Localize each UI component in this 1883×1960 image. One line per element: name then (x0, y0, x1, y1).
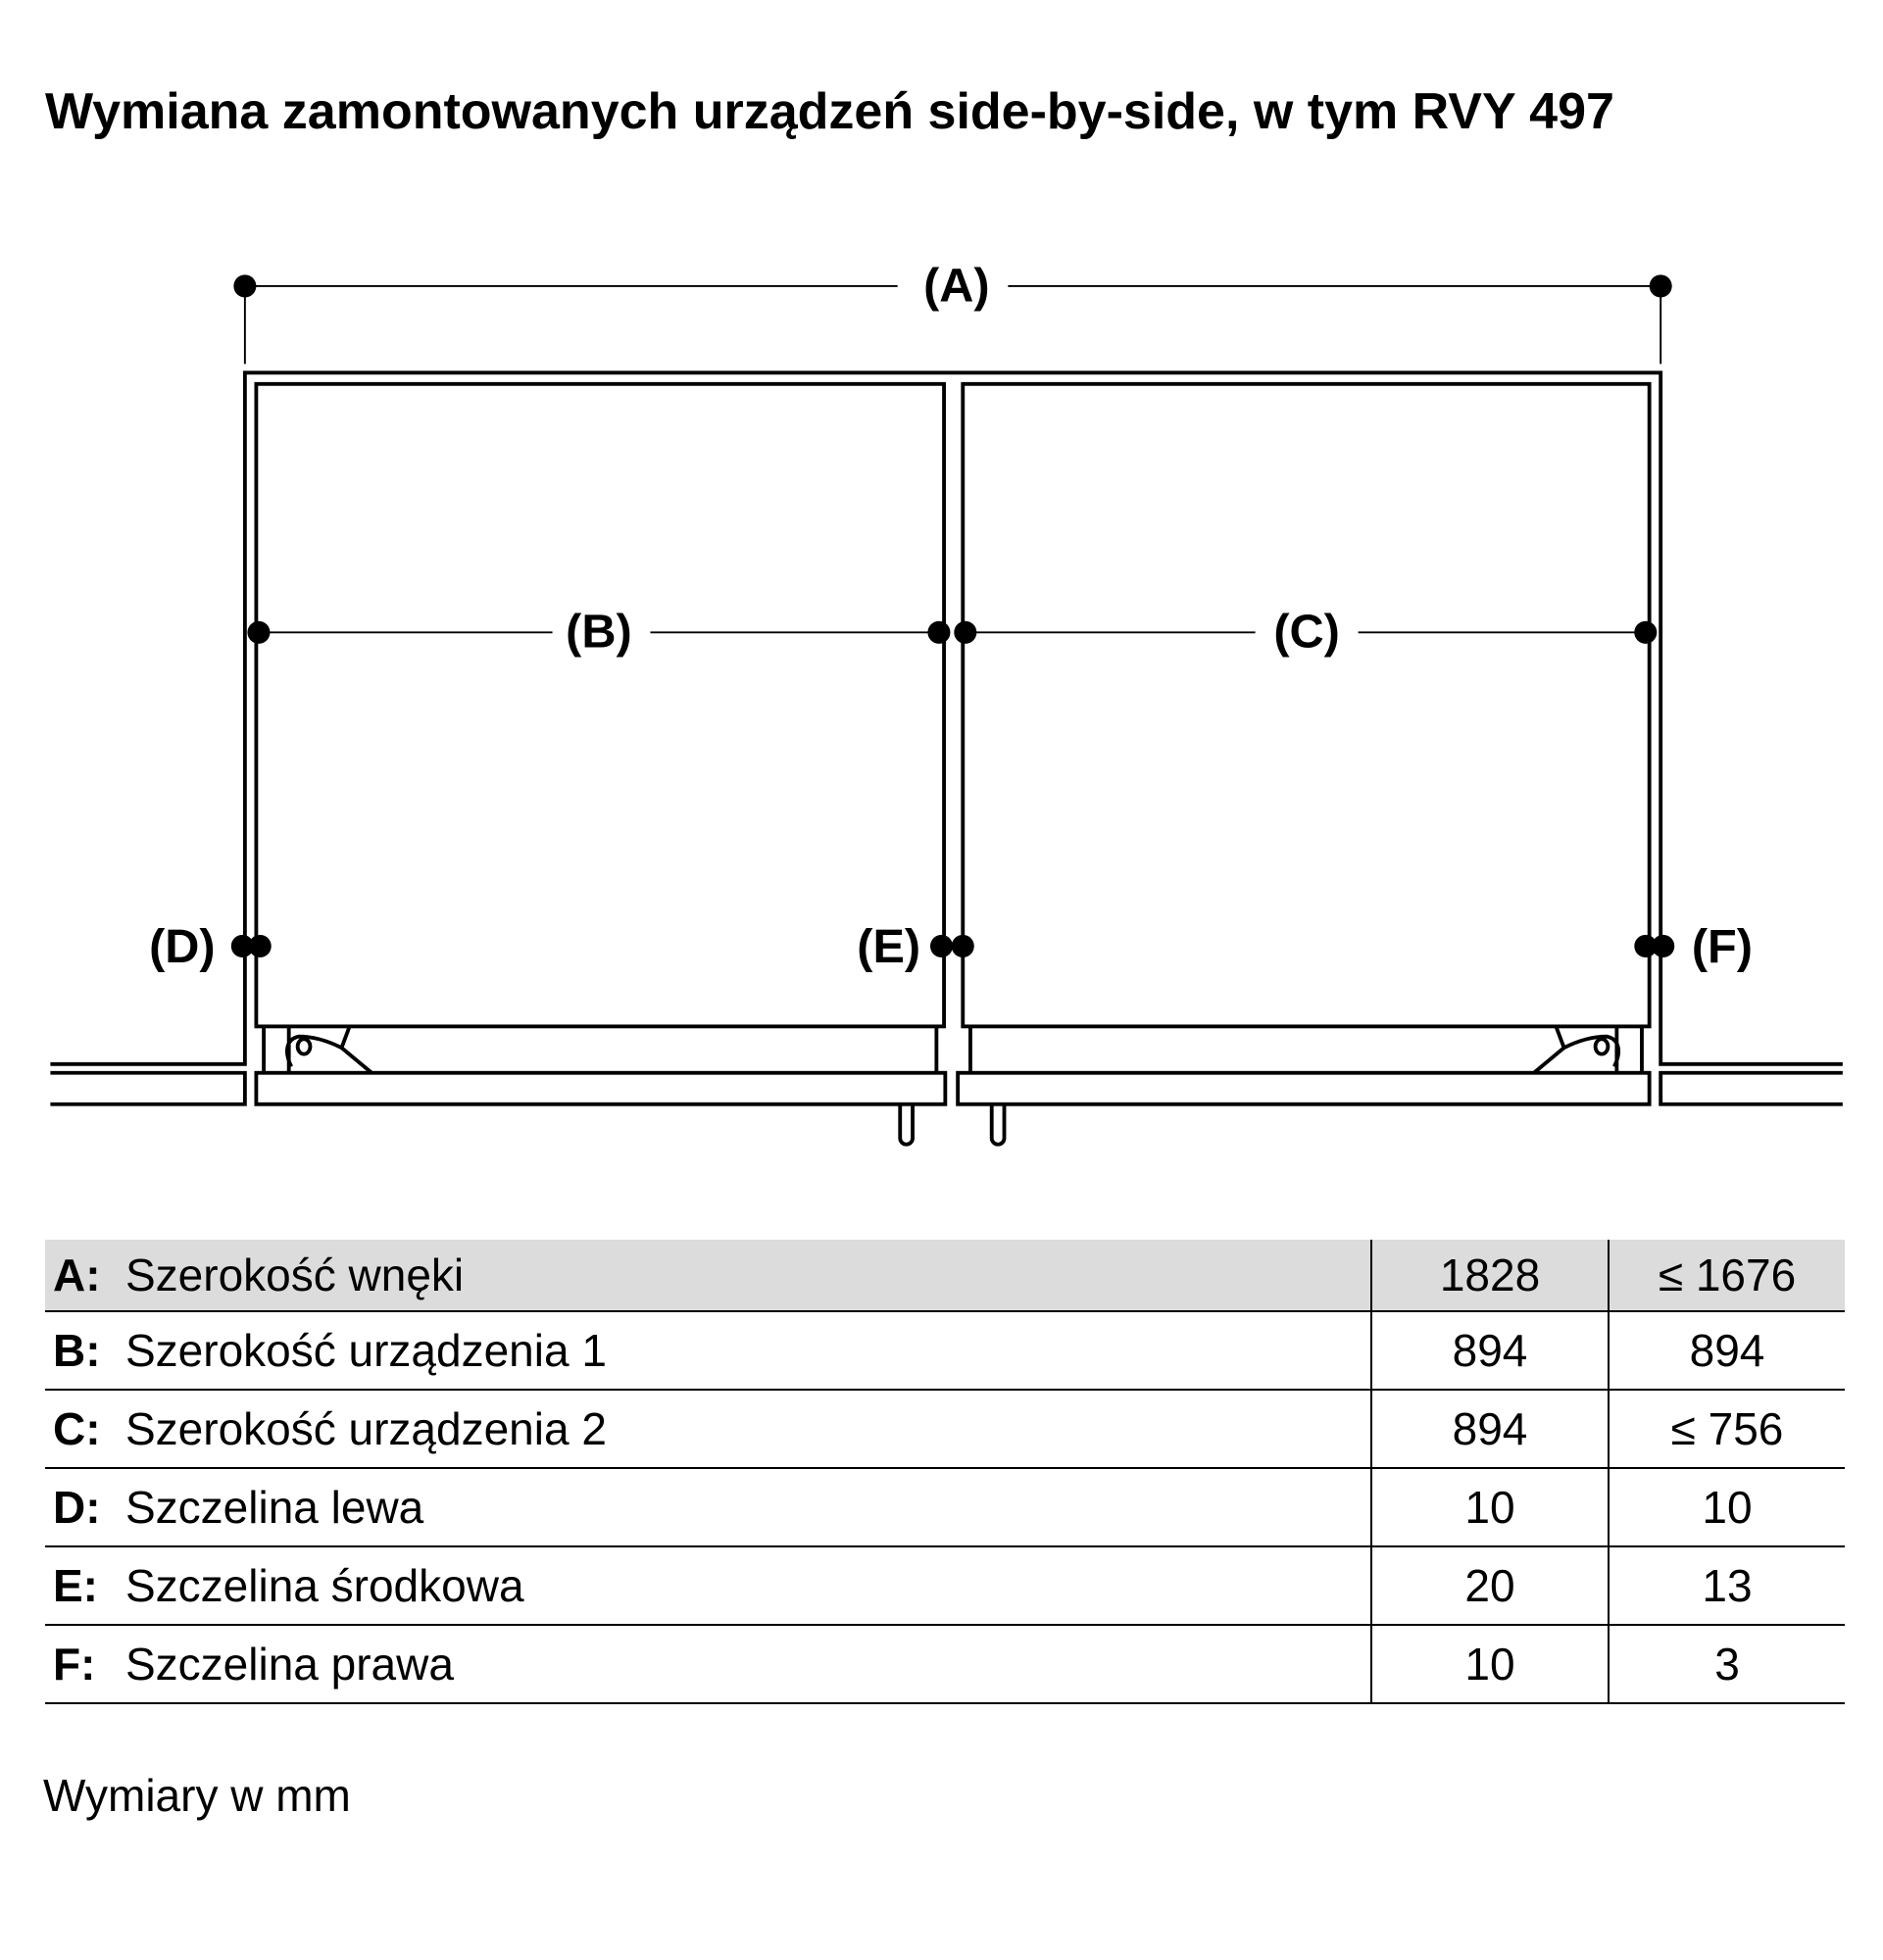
label-d: (D) (149, 920, 216, 974)
dimension-point (247, 621, 270, 644)
dimension-point (952, 935, 974, 957)
row-key: A: (45, 1240, 125, 1311)
label-f: (F) (1691, 920, 1753, 974)
row-key: E: (45, 1546, 125, 1625)
table-row (45, 1311, 1845, 1390)
row-key: F: (45, 1625, 125, 1703)
value-1: 10 (1371, 1468, 1609, 1546)
table-row (45, 1468, 1845, 1546)
dimension-point (954, 621, 976, 644)
label-c: (C) (1273, 605, 1340, 659)
table-row (45, 1390, 1845, 1468)
row-label: Szerokość wnęki (125, 1240, 1371, 1311)
value-1: 1828 (1371, 1240, 1609, 1311)
row-key: D: (45, 1468, 125, 1546)
row-key: B: (45, 1311, 125, 1390)
row-label: Szczelina prawa (125, 1625, 1371, 1703)
value-1: 894 (1371, 1390, 1609, 1468)
appliance-2 (958, 384, 1650, 1145)
dimension-point (1652, 935, 1674, 957)
value-1: 10 (1371, 1625, 1609, 1703)
value-1: 20 (1371, 1546, 1609, 1625)
pin (900, 1104, 913, 1145)
value-2: 13 (1609, 1546, 1845, 1625)
pin (992, 1104, 1005, 1145)
value-2: 10 (1609, 1468, 1845, 1546)
value-2: ≤ 1676 (1609, 1240, 1845, 1311)
table-row (45, 1625, 1845, 1703)
label-e: (E) (857, 920, 921, 974)
table-row (45, 1546, 1845, 1625)
dimension-point (927, 621, 950, 644)
dimension-point (1634, 621, 1657, 644)
value-2: 894 (1609, 1311, 1845, 1390)
units-note: Wymiary w mm (43, 1770, 351, 1821)
row-label: Szerokość urządzenia 2 (125, 1390, 1371, 1468)
row-key: C: (45, 1390, 125, 1468)
row-label: Szczelina lewa (125, 1468, 1371, 1546)
dimension-point (233, 274, 256, 297)
value-1: 894 (1371, 1311, 1609, 1390)
niche-outline (50, 372, 1842, 1103)
value-2: ≤ 756 (1609, 1390, 1845, 1468)
dimensions-table (45, 1240, 1845, 1704)
row-label: Szerokość urządzenia 1 (125, 1311, 1371, 1390)
label-a: (A) (923, 259, 990, 313)
page-title: Wymiana zamontowanych urządzeń side-by-side, w tym RVY 497 (45, 83, 1614, 140)
label-b: (B) (566, 605, 632, 659)
value-2: 3 (1609, 1625, 1845, 1703)
dimension-point (1650, 274, 1672, 297)
dimension-point (249, 935, 272, 957)
appliance-1 (256, 384, 945, 1145)
row-label: Szczelina środkowa (125, 1546, 1371, 1625)
table-row (45, 1240, 1845, 1311)
dimension-point (930, 935, 953, 957)
